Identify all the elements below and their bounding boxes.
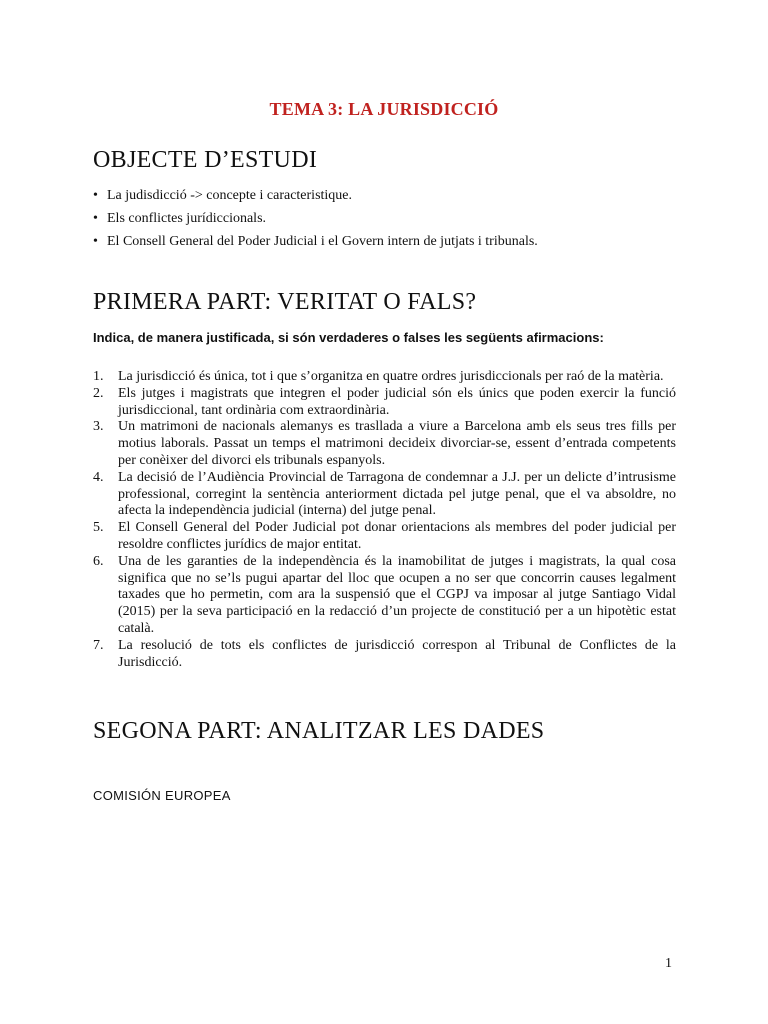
statement-number: 4. <box>93 469 104 485</box>
statement-number: 6. <box>93 553 104 569</box>
statement-text: El Consell General del Poder Judicial pot donar orientacions als membres del poder judicial per resoldre conflictes jurídics de major entitat. <box>118 520 676 552</box>
page-number: 1 <box>665 956 672 971</box>
statement-text: Els jutges i magistrats que integren el poder judicial són els únics que poden exercir la funció jurisdiccional, tant ordinària com extraordinària. <box>118 385 676 418</box>
document-title: TEMA 3: LA JURISDICCIÓ <box>269 99 499 119</box>
statement-item <box>93 638 676 672</box>
section-segona-text: COMISIÓN EUROPEA <box>93 788 231 803</box>
statement-text: Una de les garanties de la independència és la inamobilitat de jutges i magistrats, la qual cosa significa que no se’ls pugui apartar del lloc que ocupen a no ser que concorrin causes legalment taxades que ho permetin, com ara la suspensió que el CGPJ va imposar al jutge Santiago Vidal (2015) per la seva participació en la redacció d’un projecte de constitució per a un hipotètic estat català. <box>118 553 676 636</box>
bullet-item <box>93 186 693 209</box>
statement-text: La resolució de tots els conflictes de jurisdicció correspon al Tribunal de Conflictes de la Jurisdicció. <box>118 637 676 670</box>
statement-number: 1. <box>93 369 104 384</box>
objecte-bullet-list <box>93 186 693 255</box>
section-heading-segona: SEGONA PART: ANALITZAR LES DADES <box>93 718 545 744</box>
statements-list <box>93 369 676 671</box>
bullet-item-text: El Consell General del Poder Judicial i el Govern intern de jutjats i tribunals. <box>107 234 538 249</box>
bullet-icon: • <box>93 188 98 203</box>
statement-item <box>93 386 676 420</box>
bullet-icon: • <box>93 234 98 249</box>
statement-item <box>93 554 676 638</box>
bullet-icon: • <box>93 211 98 226</box>
bullet-item-text: La judisdicció -> concepte i caracteristique. <box>107 188 353 203</box>
statement-number: 5. <box>93 520 104 536</box>
section-heading-primera: PRIMERA PART: VERITAT O FALS? <box>93 289 477 315</box>
statement-number: 3. <box>93 419 104 435</box>
bullet-item <box>93 209 693 232</box>
statement-number: 7. <box>93 637 104 653</box>
bullet-item-text: Els conflictes jurídiccionals. <box>107 211 267 226</box>
statement-text: Un matrimoni de nacionals alemanys es trasllada a viure a Barcelona amb els seus tres fills per motius laborals. Passat un temps el matrimoni decideix divorciar-se, essent d’entrada competents per conèixer del divorci els tribunals espanyols. <box>118 419 676 468</box>
statement-text: La decisió de l’Audiència Provincial de Tarragona de condemnar a J.J. per un delicte d’intrusisme professional, corregint la sentència anteriorment dictada pel jutge penal, que el va absoldre, no afecta la independència judicial (interna) del jutge penal. <box>118 469 676 519</box>
statement-number: 2. <box>93 385 104 401</box>
statement-text: La jurisdicció és única, tot i que s’organitza en quatre ordres jurisdiccionals per raó de la matèria. <box>118 369 664 384</box>
statement-item <box>93 470 676 520</box>
statement-item <box>93 419 676 469</box>
bullet-item <box>93 232 693 255</box>
instruction-text: Indica, de manera justificada, si són verdaderes o falses les següents afirmacions: <box>93 330 604 345</box>
statement-item <box>93 520 676 554</box>
statement-item <box>93 369 676 386</box>
section-heading-objecte: OBJECTE D’ESTUDI <box>93 147 318 173</box>
